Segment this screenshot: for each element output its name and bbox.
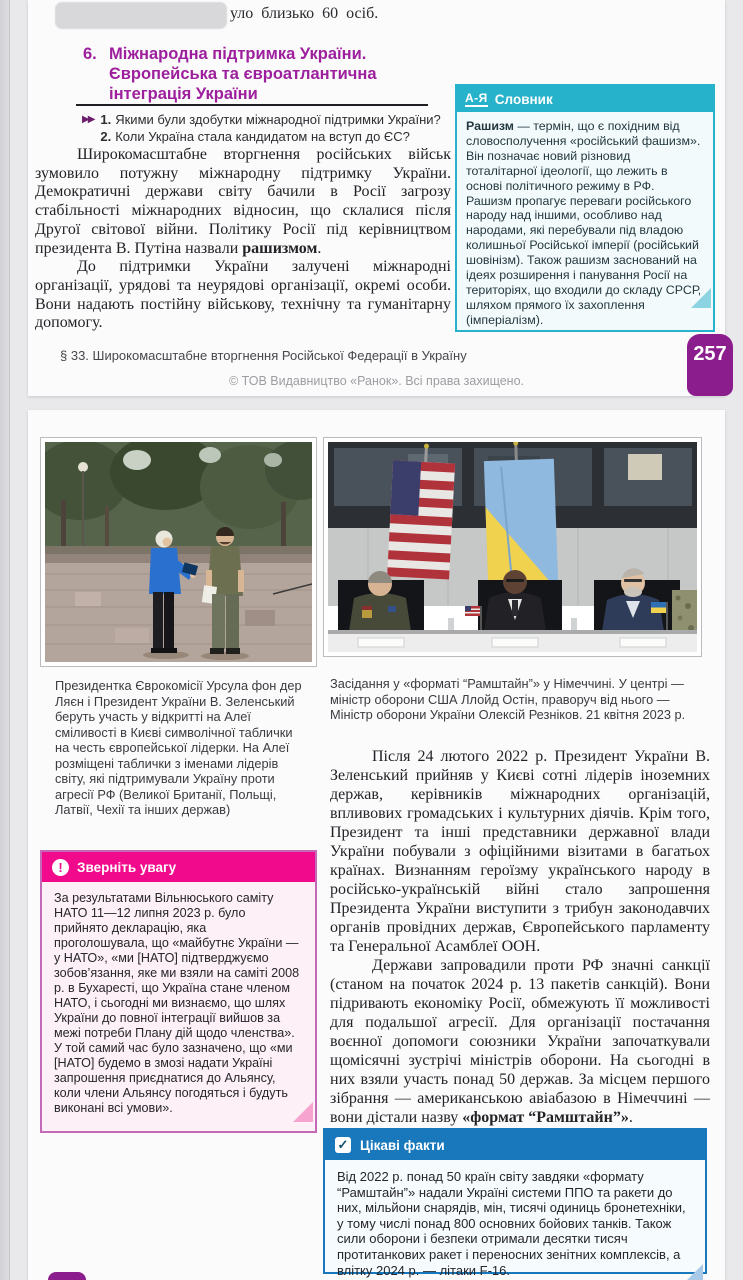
paragraph-1: Широкомасштабне вторгнення російських військ зумовило потужну міжнародну підтримку України. Демократичні держави світу бачили в Росії загрозу стабільності міжнародних відносин, що склалися після Другої світової війни. Політику Росії під керівництвом президента В. Путіна назвали рашизмом.	[35, 146, 451, 257]
facts-title: Цікаві факти	[360, 1137, 445, 1153]
running-footer: § 33. Широкомасштабне вторгнення Російської Федерації в Україну	[60, 348, 467, 363]
section-heading	[83, 44, 483, 104]
attention-header	[42, 852, 315, 882]
checkmark-icon: ✓	[335, 1137, 351, 1153]
facts-box	[323, 1128, 707, 1278]
corner-fold-icon	[691, 288, 711, 308]
body-text-page1	[35, 146, 451, 333]
meeting-scene-image	[328, 442, 697, 652]
double-arrow-icon: ▶▶	[82, 114, 94, 125]
body-text-page2	[330, 747, 710, 1127]
facts-body: Від 2022 р. понад 50 країн світу завдяки «формату “Рамштайн”» надали Україні системи ППО та ракети до них, мільйони снарядів, мін, тисячі одиниць бронетехніки, у тому числі понад 800 основних бойових танків. Також сили оборони і безпеки отримали десятки тисяч протитанкових ракет і переносних зенітних комплексів, а влітку 2024 р. — літаки F-16.	[325, 1160, 705, 1280]
photo-von-der-leyen-zelensky	[40, 437, 317, 667]
question-2: 2. Коли Україна стала кандидатом на вступ до ЄС?	[100, 129, 410, 144]
page-258	[28, 410, 725, 1280]
section-title: Міжнародна підтримка України. Європейська та євроатлантична інтеграція України	[109, 45, 377, 103]
park-scene-image	[45, 442, 312, 662]
corner-fold-icon	[293, 1102, 313, 1122]
caption-right-photo: Засідання у «форматі “Рамштайн”» у Німеччині. У центрі — міністр оборони США Ллойд Остін, праворуч від нього — Міністр оборони України Олексій Резніков. 21 квітня 2023 р.	[330, 676, 686, 722]
copyright-line: © ТОВ Видавництво «Ранок». Всі права захищено.	[228, 374, 524, 388]
dictionary-box	[455, 84, 715, 332]
dictionary-title: Словник	[494, 91, 553, 107]
paragraph-4: Держави запровадили проти РФ значні санкції (станом на початок 2024 р. 13 пакетів санкцій). Вони підривають економіку Росії, обмежують її можливості для подальшої агресії. Для організації постачання воєнної допомоги союзники України започаткували щомісячні зустрічі міністрів оборони. На сьогодні в них взяли участь понад 50 держав. За місцем першого зібрання — американською авіабазою в Німеччині — вони дістали назву «формат “Рамштайн”».	[330, 957, 710, 1126]
paragraph-2: До підтримки України залучені міжнародні організації, урядові та неурядові організації, окремі особи. Вони надають постійну військову, технічну та гуманітарну допомогу.	[35, 258, 451, 332]
a-z-badge-icon: А-Я	[465, 91, 488, 105]
page-257	[28, 0, 725, 396]
corner-fold-icon	[683, 1264, 703, 1280]
page-number-badge: 257	[687, 334, 733, 396]
exclamation-circle-icon: !	[52, 859, 69, 876]
partial-top-line: уло близько 60 осіб.	[230, 5, 379, 22]
photo-ramstein-meeting	[323, 437, 702, 657]
question-list	[100, 111, 440, 145]
next-section-badge-partial	[48, 1272, 86, 1280]
attention-body: За результатами Вільнюського саміту НАТО 11—12 липня 2023 р. було прийнято декларацію, яка проголошувала, що «майбутнє України — у НАТО», «ми [НАТО] підтверджуємо зобов’язання, яке ми взяли на саміті 2008 р. в Бухаресті, що Україна стане членом НАТО, і сьогодні ми визнаємо, що шлях України до повної інтеграції вийшов за межі потреби Плану дій щодо членства». У той самий час було зазначено, що «ми [НАТО] будемо в змозі надати Україні запрошення приєднатися до Альянсу, коли члени Альянсу погодяться і будуть виконані всі умови».	[42, 882, 315, 1124]
attention-box	[40, 850, 317, 1133]
section-number: 6.	[83, 45, 97, 63]
dictionary-header	[457, 86, 713, 112]
heading-divider	[76, 104, 428, 106]
caption-left-photo: Президентка Єврокомісії Урсула фон дер Ляєн і Президент України В. Зеленський беруть участь у відкритті на Алеї сміливості в Києві символічної таблички на честь європейської лідерки. На Алеї розміщені таблички з іменами лідерів світу, які підтримували Україну проти агресії РФ (Великої Британії, Польщі, Латвії, Чехії та інших держав)	[55, 678, 302, 817]
facts-header	[325, 1130, 705, 1160]
page-spine-shadow	[0, 0, 10, 1280]
attention-title: Зверніть увагу	[77, 859, 177, 875]
paragraph-3: Після 24 лютого 2022 р. Президент України В. Зеленський прийняв у Києві сотні лідерів іноземних держав, керівників міжнародних організацій, впливових громадських і культурних діячів. Крім того, Президент та інші представники державної влади України побували з офіційними візитами в багатьох країнах. Визнанням героїзму українського народу в російсько-українській війні стало запрошення Президента України виступити з трибун законодавчих органів провідних держав, Європейського парламенту та Генеральної Асамблеї ООН.	[330, 748, 710, 955]
question-1: 1. Якими були здобутки міжнародної підтримки України?	[100, 112, 441, 127]
dictionary-body: Рашизм — термін, що є похідним від словосполучення «російський фашизм». Він позначає новий різновид тоталітарної ідеології, що лежить в основі політичного режиму в РФ. Рашизм пропагує переваги російського народу над іншими, особливо над народами, які перебували під владою колишньої Російської імперії (російський шовінізм). Також рашизм заснований на ідеях розширення і панування Росії на територіях, що входили до складу СРСР, шляхом прямого їх захоплення (імперіалізм).	[457, 112, 713, 310]
redaction-blur	[55, 2, 227, 29]
dictionary-term: Рашизм	[466, 119, 514, 133]
ukraine-flag	[483, 442, 558, 589]
lead-questions	[82, 111, 462, 145]
